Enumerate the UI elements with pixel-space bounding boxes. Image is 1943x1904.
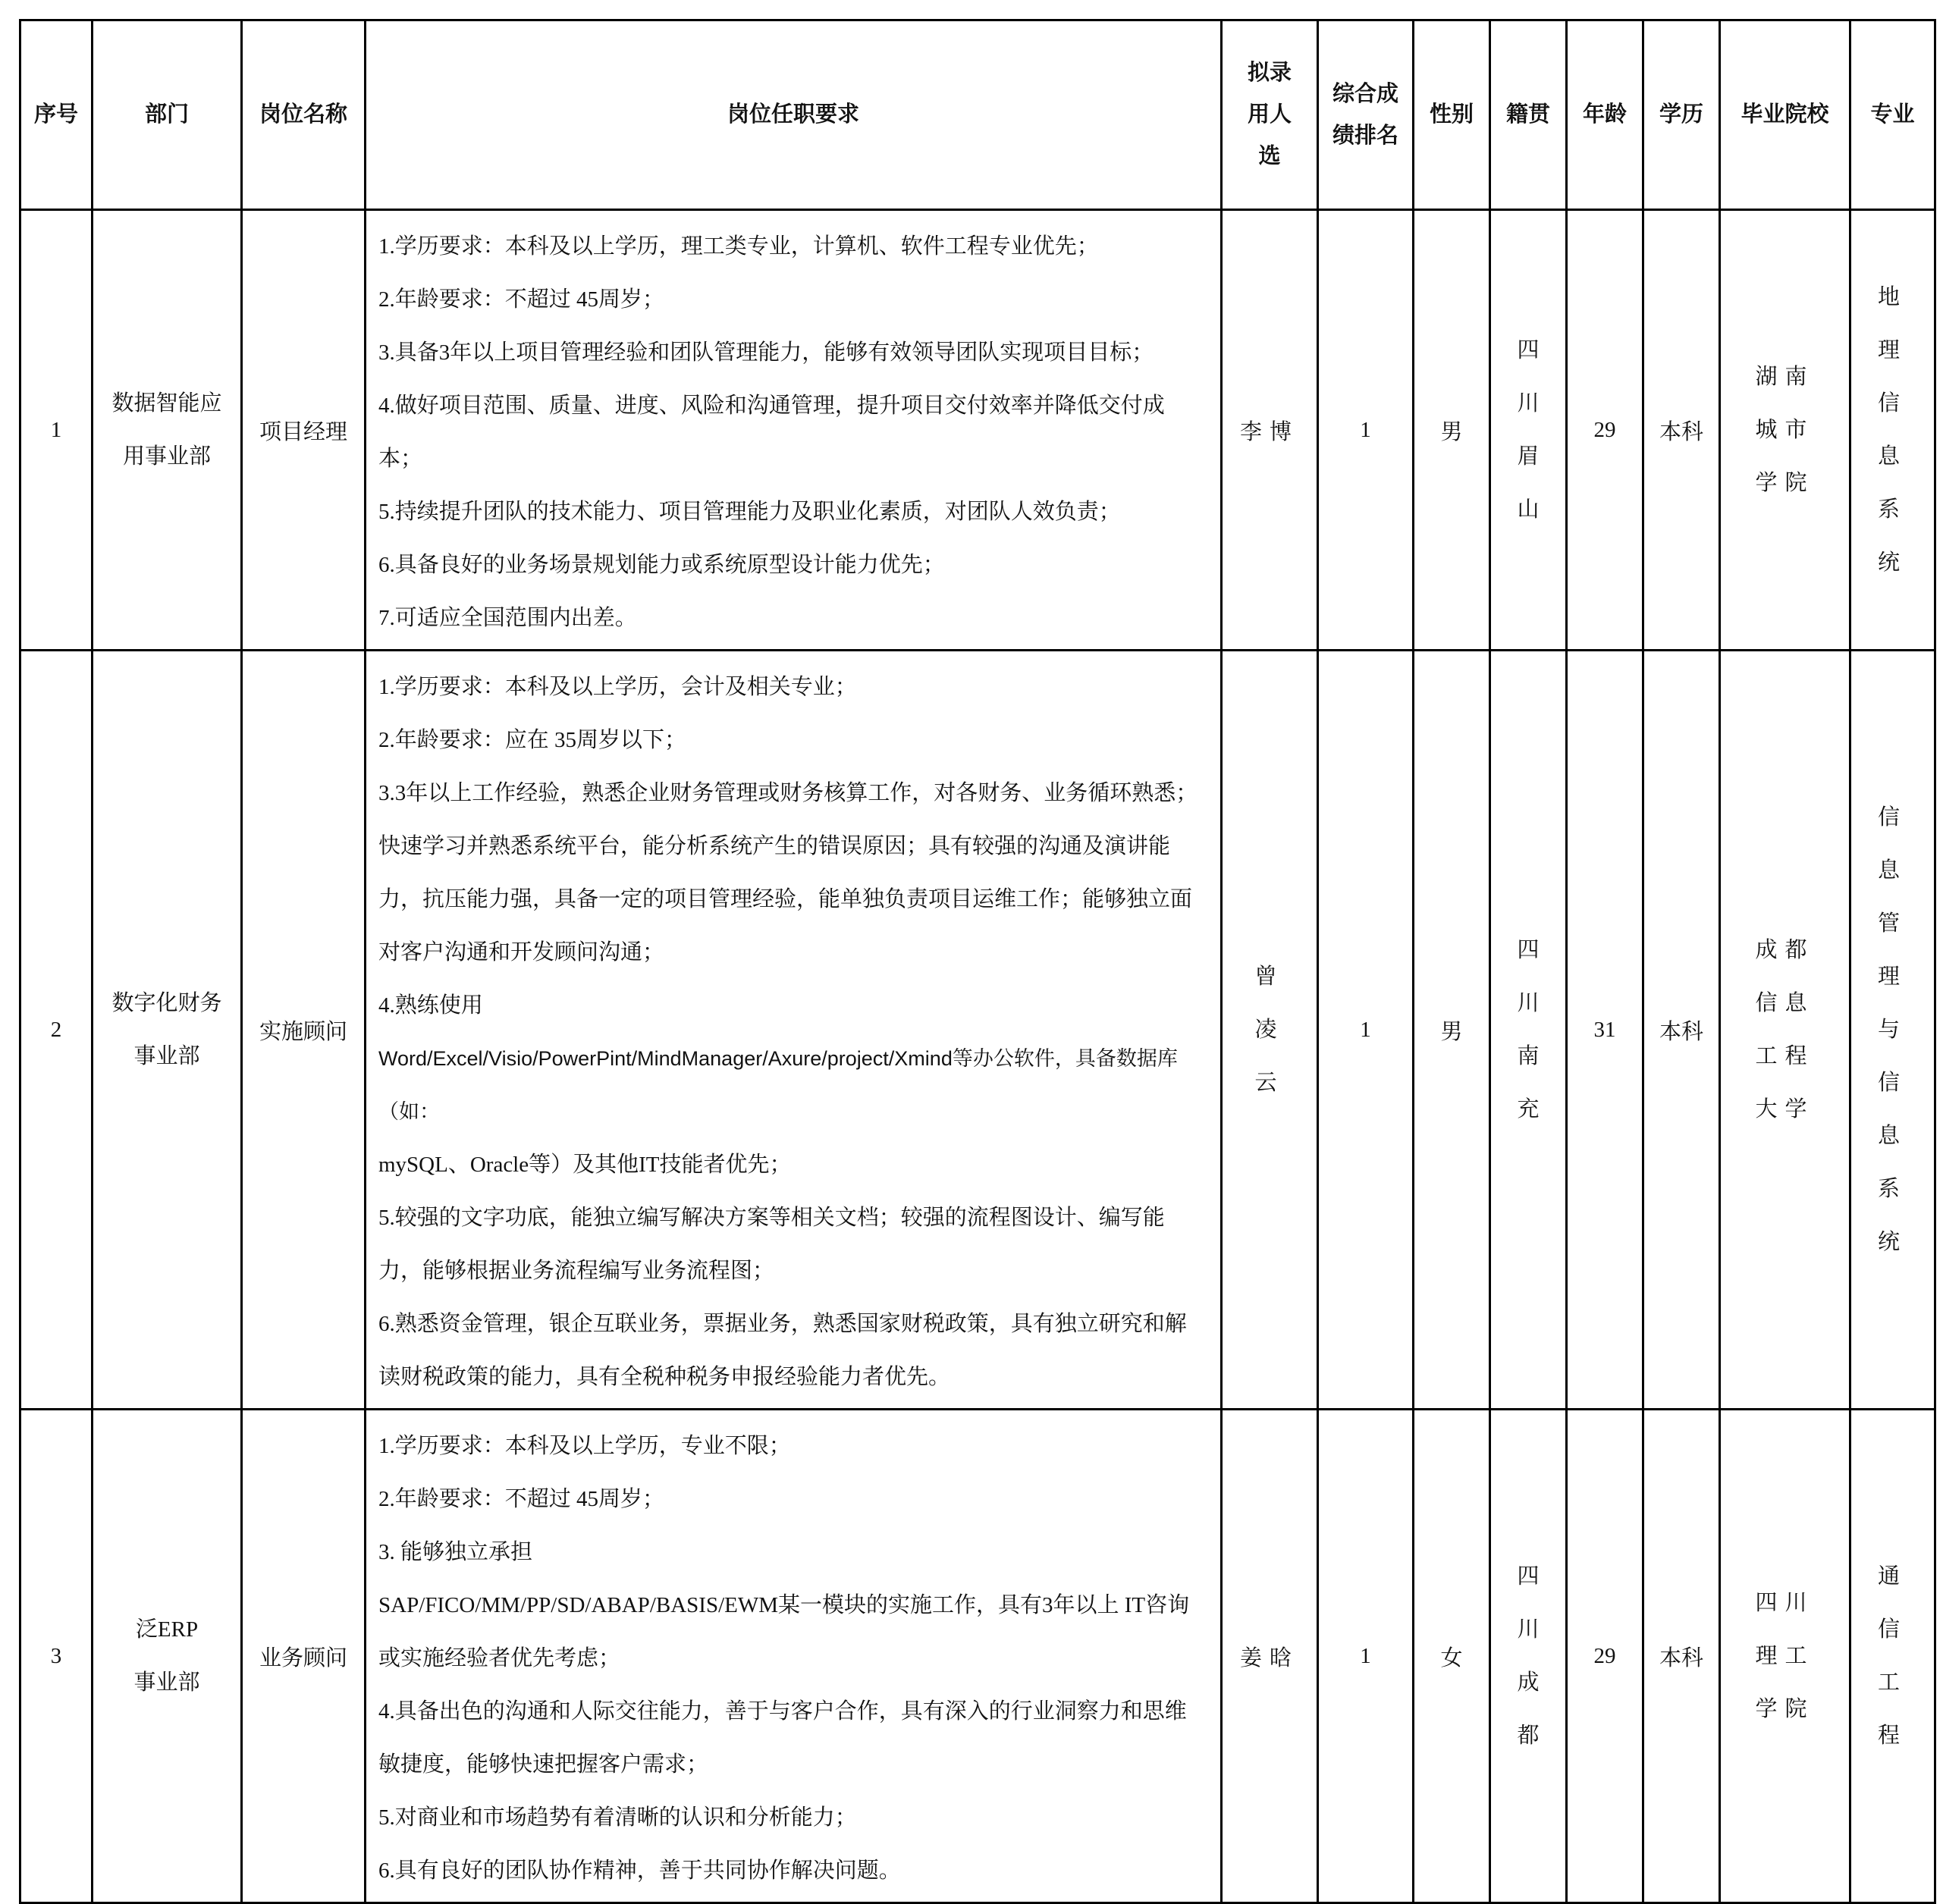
cell-rank: 1 [1318, 1410, 1414, 1903]
cell-major: 通信工程 [1850, 1410, 1935, 1903]
cell-candidate: 姜晗 [1222, 1410, 1318, 1903]
table-row [20, 1410, 1935, 1903]
requirement-line: 5.持续提升团队的技术能力、项目管理能力及职业化素质，对团队人效负责； [378, 500, 1121, 524]
cell-gender: 女 [1414, 1410, 1490, 1903]
cell-dept: 数据智能应用事业部 [93, 210, 242, 651]
cell-requirements [366, 1410, 1222, 1903]
document-page [19, 19, 1936, 1904]
requirement-line: 4.做好项目范围、质量、进度、风险和沟通管理，提升项目交付效率并降低交付成本； [378, 394, 1165, 471]
cell-dept: 数字化财务事业部 [93, 651, 242, 1410]
cell-school: 湖南城市学院 [1720, 210, 1850, 651]
header-dept: 部门 [93, 20, 242, 210]
requirement-line: 7.可适应全国范围内出差。 [378, 606, 637, 630]
header-rank: 综合成绩排名 [1318, 20, 1414, 210]
cell-education: 本科 [1643, 210, 1720, 651]
cell-gender: 男 [1414, 651, 1490, 1410]
requirement-line: 6.具备良好的业务场景规划能力或系统原型设计能力优先； [378, 553, 945, 577]
table-header-row [20, 20, 1935, 210]
recruitment-table [19, 19, 1936, 1904]
cell-dept: 泛ERP事业部 [93, 1410, 242, 1903]
requirement-line: 5.对商业和市场趋势有着清晰的认识和分析能力； [378, 1805, 857, 1830]
requirement-line: 1.学历要求：本科及以上学历，会计及相关专业； [378, 675, 857, 699]
requirement-line: SAP/FICO/MM/PP/SD/ABAP/BASIS/EWM某一模块的实施工作，具有3年以上 IT咨询或实施经验者优先考虑； [378, 1593, 1190, 1670]
cell-hometown: 四川眉山 [1490, 210, 1567, 651]
cell-major: 地理信息系统 [1850, 210, 1935, 651]
header-education: 学历 [1643, 20, 1720, 210]
requirement-line: Word/Excel/Visio/PowerPint/MindManager/Axure/project/Xmind等办公软件，具备数据库（如： [378, 1047, 1178, 1123]
header-age: 年龄 [1567, 20, 1643, 210]
requirement-line: 3.3年以上工作经验，熟悉企业财务管理或财务核算工作，对各财务、业务循环熟悉；快速学习并熟悉系统平台，能分析系统产生的错误原因；具有较强的沟通及演讲能力，抗压能力强，具备一定的项目管理经验，能单独负责项目运维工作；能够独立面对客户沟通和开发顾问沟通； [378, 781, 1198, 965]
header-gender: 性别 [1414, 20, 1490, 210]
cell-school: 成都信息工程大学 [1720, 651, 1850, 1410]
requirement-line: 6.具有良好的团队协作精神，善于共同协作解决问题。 [378, 1859, 901, 1883]
cell-no: 2 [20, 651, 93, 1410]
header-major: 专业 [1850, 20, 1935, 210]
header-hometown: 籍贯 [1490, 20, 1567, 210]
header-candidate: 拟录用人选 [1222, 20, 1318, 210]
header-no: 序号 [20, 20, 93, 210]
requirement-line: mySQL、Oracle等）及其他IT技能者优先； [378, 1153, 792, 1177]
cell-rank: 1 [1318, 651, 1414, 1410]
cell-age: 29 [1567, 210, 1643, 651]
cell-rank: 1 [1318, 210, 1414, 651]
requirement-line: 3.具备3年以上项目管理经验和团队管理能力，能够有效领导团队实现项目目标； [378, 340, 1154, 365]
requirement-line: 2.年龄要求：不超过 45周岁； [378, 287, 665, 312]
requirement-line: 4.熟练使用 [378, 993, 483, 1018]
cell-hometown: 四川成都 [1490, 1410, 1567, 1903]
cell-education: 本科 [1643, 1410, 1720, 1903]
requirement-line: 5.较强的文字功底，能独立编写解决方案等相关文档；较强的流程图设计、编写能力，能够根据业务流程编写业务流程图； [378, 1206, 1165, 1283]
cell-hometown: 四川南充 [1490, 651, 1567, 1410]
cell-candidate: 李博 [1222, 210, 1318, 651]
cell-no: 1 [20, 210, 93, 651]
requirement-line: 1.学历要求：本科及以上学历，理工类专业，计算机、软件工程专业优先； [378, 234, 1099, 259]
cell-candidate: 曾凌云 [1222, 651, 1318, 1410]
cell-school: 四川理工学院 [1720, 1410, 1850, 1903]
table-row [20, 651, 1935, 1410]
requirement-line: 1.学历要求：本科及以上学历，专业不限； [378, 1434, 791, 1458]
cell-requirements [366, 651, 1222, 1410]
cell-requirements [366, 210, 1222, 651]
requirement-line: 2.年龄要求：不超过 45周岁； [378, 1487, 665, 1511]
requirement-line: 3. 能够独立承担 [378, 1540, 533, 1564]
header-requirements: 岗位任职要求 [366, 20, 1222, 210]
header-position: 岗位名称 [242, 20, 366, 210]
requirement-line: 2.年龄要求：应在 35周岁以下； [378, 728, 687, 752]
cell-no: 3 [20, 1410, 93, 1903]
cell-age: 31 [1567, 651, 1643, 1410]
table-row [20, 210, 1935, 651]
cell-education: 本科 [1643, 651, 1720, 1410]
requirement-line: 4.具备出色的沟通和人际交往能力，善于与客户合作，具有深入的行业洞察力和思维敏捷度，能够快速把握客户需求； [378, 1699, 1187, 1777]
cell-position: 实施顾问 [242, 651, 366, 1410]
cell-position: 项目经理 [242, 210, 366, 651]
cell-position: 业务顾问 [242, 1410, 366, 1903]
cell-major: 信息管理与信息系统 [1850, 651, 1935, 1410]
requirement-line: 6.熟悉资金管理，银企互联业务，票据业务，熟悉国家财税政策，具有独立研究和解读财税政策的能力，具有全税种税务申报经验能力者优先。 [378, 1312, 1187, 1389]
header-school: 毕业院校 [1720, 20, 1850, 210]
cell-age: 29 [1567, 1410, 1643, 1903]
cell-gender: 男 [1414, 210, 1490, 651]
